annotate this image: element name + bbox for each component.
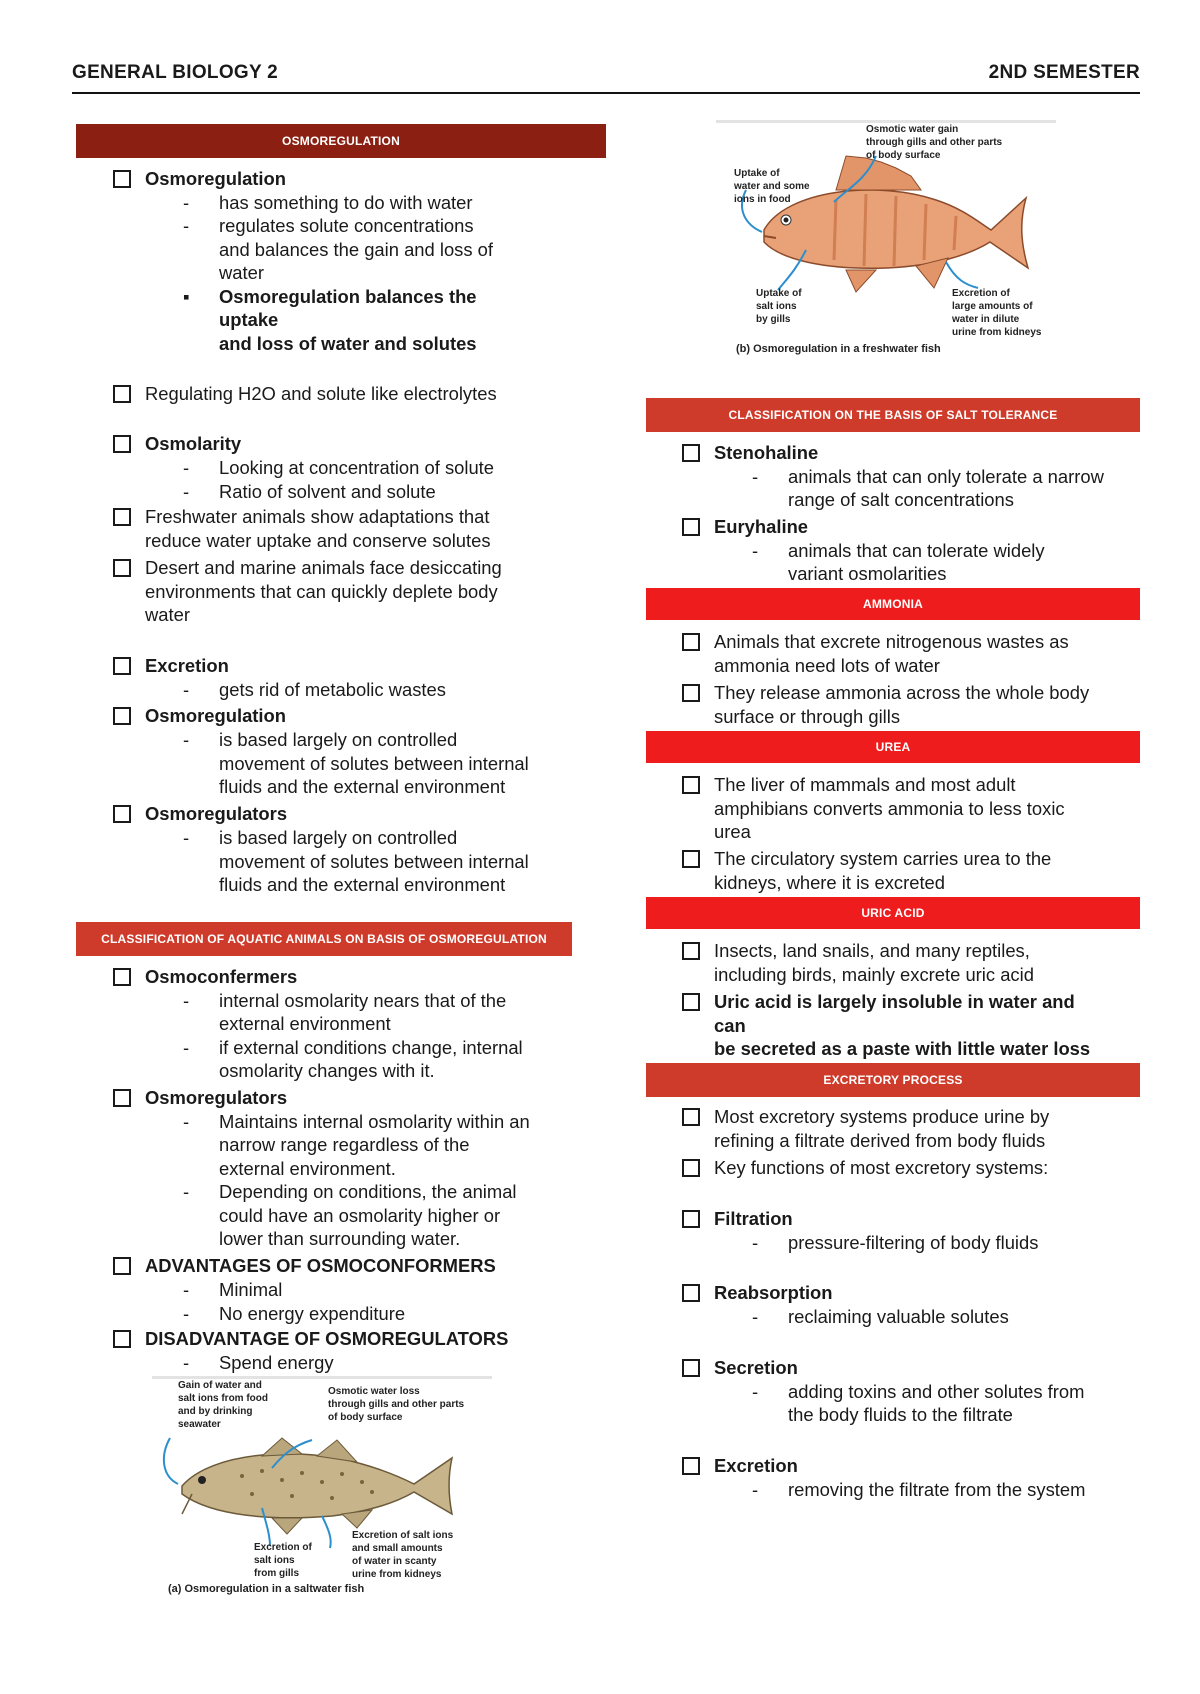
- svg-text:Uptake of: Uptake of: [756, 288, 802, 299]
- svg-text:ions in food: ions in food: [734, 194, 791, 205]
- banner-classification-aquatic: CLASSIFICATION OF AQUATIC ANIMALS ON BASIS OF OSMOREGULATION: [76, 922, 572, 956]
- checkbox-icon: [682, 1108, 700, 1126]
- svg-text:(a) Osmoregulation in a saltwa: (a) Osmoregulation in a saltwater fish: [168, 1583, 365, 1595]
- banner-urea: UREA: [646, 731, 1140, 763]
- checkbox-icon: [113, 508, 131, 526]
- svg-text:from gills: from gills: [254, 1568, 300, 1579]
- checkbox-icon: [682, 684, 700, 702]
- checkbox-icon: [113, 435, 131, 453]
- svg-text:salt ions from food: salt ions from food: [178, 1393, 268, 1404]
- checkbox-icon: [113, 170, 131, 188]
- svg-text:Excretion of salt ions: Excretion of salt ions: [352, 1530, 454, 1541]
- checkbox-icon: [682, 1359, 700, 1377]
- svg-text:and small amounts: and small amounts: [352, 1543, 443, 1554]
- checkbox-icon: [682, 1284, 700, 1302]
- banner-osmoregulation: OSMOREGULATION: [76, 124, 606, 158]
- checkbox-icon: [113, 385, 131, 403]
- freshwater-fish-figure: [716, 120, 1056, 370]
- checkbox-icon: [682, 444, 700, 462]
- saltwater-fish-illustration: [182, 1438, 452, 1534]
- svg-text:of body surface: of body surface: [328, 1412, 403, 1423]
- checkbox-icon: [113, 1330, 131, 1348]
- course-title: GENERAL BIOLOGY 2: [72, 62, 279, 83]
- svg-text:water in dilute: water in dilute: [952, 314, 1020, 325]
- svg-text:by gills: by gills: [756, 314, 791, 325]
- checkbox-icon: [113, 968, 131, 986]
- svg-text:Osmotic water gain: Osmotic water gain: [866, 124, 959, 135]
- checkbox-icon: [682, 518, 700, 536]
- svg-text:(b) Osmoregulation in a freshw: (b) Osmoregulation in a freshwater fish: [736, 343, 941, 355]
- checkbox-icon: [113, 657, 131, 675]
- svg-text:urine from kidneys: urine from kidneys: [352, 1569, 442, 1580]
- svg-text:Excretion of: Excretion of: [952, 288, 1010, 299]
- checkbox-icon: [682, 942, 700, 960]
- svg-text:through gills and other parts: through gills and other parts: [328, 1399, 465, 1410]
- svg-text:of water in scanty: of water in scanty: [352, 1556, 437, 1567]
- saltwater-fish-figure: [152, 1376, 492, 1596]
- page-header: [72, 62, 1140, 94]
- checkbox-icon: [682, 1210, 700, 1228]
- checkbox-icon: [682, 1457, 700, 1475]
- svg-text:seawater: seawater: [178, 1419, 221, 1430]
- svg-text:Osmotic water loss: Osmotic water loss: [328, 1386, 420, 1397]
- svg-text:of body surface: of body surface: [866, 150, 941, 161]
- svg-text:through gills and other parts: through gills and other parts: [866, 137, 1003, 148]
- svg-text:and by drinking: and by drinking: [178, 1406, 253, 1417]
- freshwater-fish-illustration: [764, 156, 1028, 292]
- svg-text:water and some: water and some: [734, 181, 810, 192]
- semester-label: 2ND SEMESTER: [988, 62, 1140, 83]
- svg-text:Excretion of: Excretion of: [254, 1542, 312, 1553]
- checkbox-icon: [682, 850, 700, 868]
- checkbox-icon: [113, 805, 131, 823]
- checkbox-icon: [113, 1089, 131, 1107]
- checkbox-icon: [682, 993, 700, 1011]
- svg-text:Uptake of: Uptake of: [734, 168, 780, 179]
- checkbox-icon: [682, 1159, 700, 1177]
- banner-ammonia: AMMONIA: [646, 588, 1140, 620]
- banner-salt-tolerance: CLASSIFICATION ON THE BASIS OF SALT TOLERANCE: [646, 398, 1140, 432]
- svg-text:salt ions: salt ions: [254, 1555, 295, 1566]
- checkbox-icon: [113, 1257, 131, 1275]
- svg-text:urine from kidneys: urine from kidneys: [952, 327, 1042, 338]
- checkbox-icon: [113, 559, 131, 577]
- banner-uric-acid: URIC ACID: [646, 897, 1140, 929]
- svg-text:Gain of water and: Gain of water and: [178, 1380, 262, 1391]
- checkbox-icon: [682, 633, 700, 651]
- svg-text:salt ions: salt ions: [756, 301, 797, 312]
- checkbox-icon: [113, 707, 131, 725]
- checkbox-icon: [682, 776, 700, 794]
- svg-text:large amounts of: large amounts of: [952, 301, 1033, 312]
- banner-excretory-process: EXCRETORY PROCESS: [646, 1063, 1140, 1097]
